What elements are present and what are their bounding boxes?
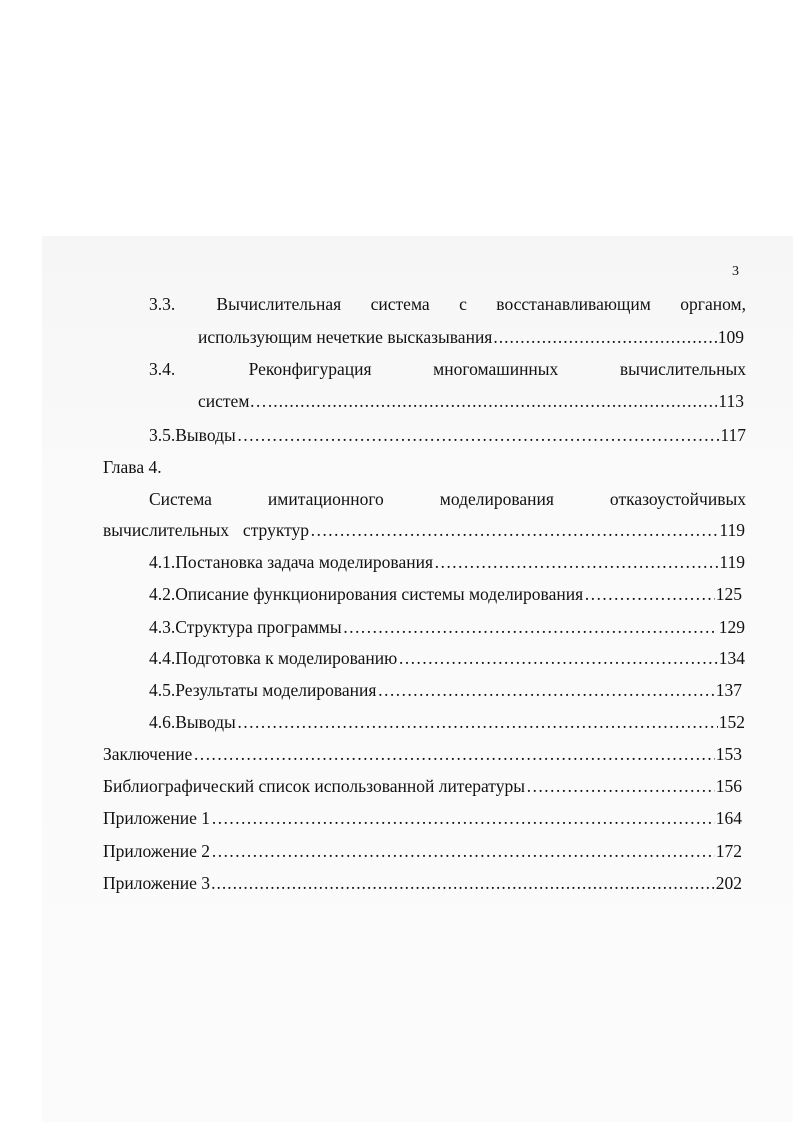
entry-title: Приложение 3 <box>103 873 211 893</box>
section-number: 3.4. <box>149 359 176 379</box>
section-number: 4.4. <box>149 648 176 668</box>
entry-title: Постановка задача моделирования <box>175 552 433 572</box>
toc-entry-4-4 <box>149 647 745 669</box>
toc-entry-conclusion <box>103 743 742 765</box>
entry-title: Выводы <box>175 712 236 732</box>
page-ref: 125 <box>715 584 742 604</box>
toc-entry-appendix-2 <box>103 840 742 862</box>
entry-title: Заключение <box>103 744 193 764</box>
dot-leader <box>211 840 715 862</box>
entry-title: Приложение 1 <box>103 808 211 828</box>
dot-leader <box>310 519 718 541</box>
section-number: 4.3. <box>149 617 176 637</box>
title-word: Система <box>149 489 212 509</box>
dot-leader <box>268 390 718 412</box>
dot-leader <box>343 616 718 638</box>
page-ref: 109 <box>717 327 744 347</box>
dot-leader <box>211 807 715 829</box>
page-ref: 164 <box>715 808 742 828</box>
section-number: 3.5. <box>149 425 176 445</box>
dot-leader <box>526 775 715 797</box>
title-word: вычислительных <box>619 359 746 379</box>
page-ref: 156 <box>715 776 742 796</box>
toc-entry-3-3-line1 <box>149 293 746 315</box>
section-number: 4.6. <box>149 712 176 732</box>
toc-entry-4-1 <box>149 551 745 573</box>
dot-leader <box>377 679 714 701</box>
toc-entry-4-3 <box>149 616 745 638</box>
entry-title: Описание функционирования системы моделирования <box>175 584 584 604</box>
toc-entry-4-5 <box>149 679 742 701</box>
page-number: 3 <box>732 264 739 279</box>
entry-title: Библиографический список использованной литературы <box>103 776 525 796</box>
title-word: имитационного <box>267 489 384 509</box>
page-ref: 153 <box>715 744 742 764</box>
title-word: моделирования <box>439 489 554 509</box>
title-word: структур <box>242 520 310 540</box>
title-word: отказоустойчивых <box>609 489 746 509</box>
toc-entry-appendix-1 <box>103 807 742 829</box>
toc-entry-3-3-line2 <box>198 326 744 348</box>
title-word: Реконфигурация <box>248 359 372 379</box>
entry-title: использующим нечеткие высказывания <box>198 327 493 347</box>
page-ref: 134 <box>718 648 745 668</box>
chapter-4-title-line1 <box>149 488 746 510</box>
page-ref: 172 <box>715 841 742 861</box>
toc-entry-appendix-3 <box>103 872 742 894</box>
entry-title: Структура программы <box>175 617 342 637</box>
dot-leader <box>398 647 718 669</box>
entry-title: Результаты моделирования <box>175 680 377 700</box>
title-word: восстанавливающим <box>496 294 651 314</box>
page-ref: 137 <box>715 680 742 700</box>
page-ref: 152 <box>718 712 745 732</box>
toc-entry-3-4-line1 <box>149 358 746 380</box>
title-word: вычислительных <box>103 520 230 540</box>
toc-entry-3-4-line2 <box>198 390 744 412</box>
title-word: Вычислительная <box>216 294 342 314</box>
entry-title: Подготовка к моделированию <box>175 648 398 668</box>
page-ref: 119 <box>719 552 745 572</box>
toc-entry-bibliography <box>103 775 742 797</box>
dot-leader <box>434 551 718 573</box>
page-ref: 113 <box>718 391 744 411</box>
dot-leader <box>193 743 715 765</box>
title-word: система <box>370 294 430 314</box>
dot-leader <box>211 872 715 894</box>
dot-leader <box>237 711 718 733</box>
chapter-heading: Глава 4. <box>103 457 162 477</box>
dot-leader <box>584 583 715 605</box>
entry-title: Выводы <box>175 425 236 445</box>
title-word: многомашинных <box>433 359 559 379</box>
section-number: 4.5. <box>149 680 176 700</box>
entry-title: систем… <box>198 391 267 411</box>
section-number: 4.1. <box>149 552 176 572</box>
entry-title: Приложение 2 <box>103 841 211 861</box>
section-number: 3.3. <box>149 294 176 314</box>
dot-leader <box>493 326 716 348</box>
page-ref: 129 <box>718 617 745 637</box>
page-ref: 119 <box>719 520 745 540</box>
toc-entry-3-5 <box>149 424 746 446</box>
toc-entry-4-2 <box>149 583 742 605</box>
chapter-4-title-line2 <box>103 519 745 541</box>
title-word: с <box>459 294 467 314</box>
page-ref: 117 <box>720 425 746 445</box>
toc-entry-4-6 <box>149 711 745 733</box>
title-word: органом, <box>680 294 746 314</box>
section-number: 4.2. <box>149 584 176 604</box>
dot-leader <box>237 424 720 446</box>
page-ref: 202 <box>715 873 742 893</box>
